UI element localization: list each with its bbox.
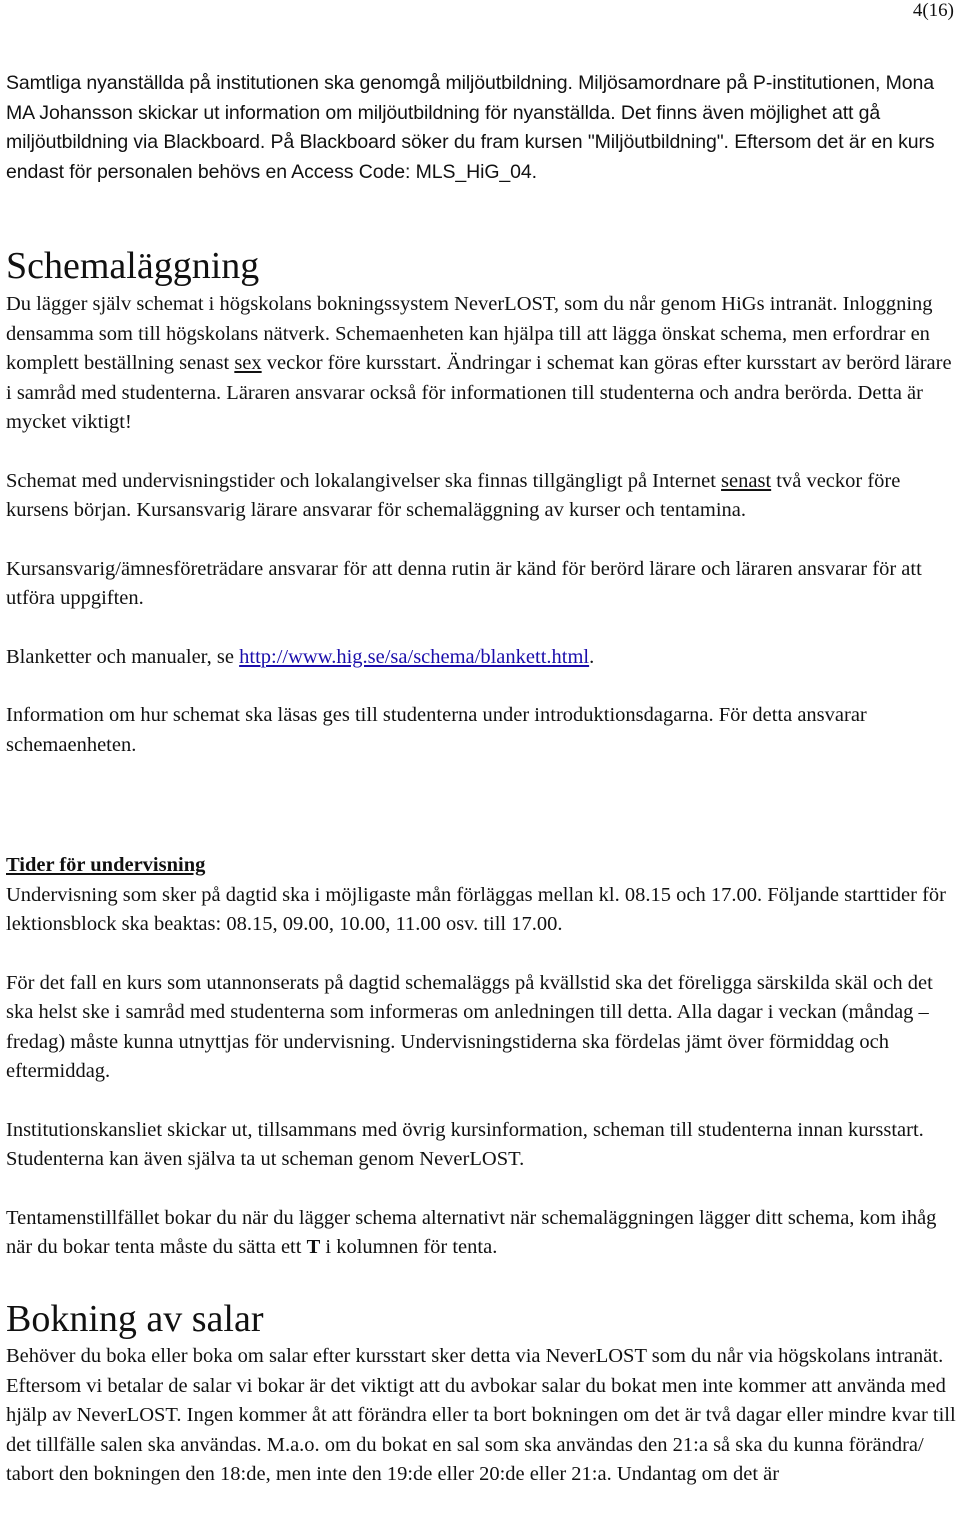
- tider-paragraph-3: Institutionskansliet skickar ut, tillsammans med övrig kursinformation, scheman till studenterna innan kursstart. Studenterna kan även själva ta ut scheman genom NeverLOST.: [6, 1118, 924, 1170]
- schema-p2-underlined: senast: [721, 469, 772, 492]
- schema-paragraph-2: [6, 467, 956, 526]
- tider-heading: Tider för undervisning: [6, 854, 206, 876]
- schema-p4-text-b: .: [589, 645, 595, 668]
- intro-paragraph: Samtliga nyanställda på institutionen ska genomgå miljöutbildning. Miljösamordnare på P-institutionen, Mona MA Johansson skickar ut information om miljöutbildning för nyanställda. Det finns även möjlighet att gå miljöutbildning via Blackboard. På Blackboard söker du fram kursen "Miljöutbildning". Eftersom det är en kurs endast för personalen behövs en Access Code: MLS_HiG_04.: [6, 72, 935, 183]
- schema-paragraph-5: Information om hur schemat ska läsas ges till studenterna under introduktionsdagarna. För detta ansvarar schemaenheten.: [6, 704, 867, 756]
- schema-paragraph-1: [6, 290, 956, 438]
- blankett-link[interactable]: http://www.hig.se/sa/schema/blankett.html: [239, 645, 590, 668]
- tider-p4-text-b: i kolumnen för tenta.: [320, 1236, 498, 1258]
- tider-paragraph-4: [6, 1204, 956, 1263]
- tider-paragraph-1: Undervisning som sker på dagtid ska i möjligaste mån förläggas mellan kl. 08.15 och 17.00. Följande starttider för lektionsblock ska beaktas: 08.15, 09.00, 10.00, 11.00 osv. till 17.00.: [6, 883, 946, 935]
- tider-paragraph-2: För det fall en kurs som utannonserats på dagtid schemaläggs på kvällstid ska det föreligga särskilda skäl och det ska helst ske i samråd med studenterna som informeras om anledningen till detta. Alla dagar i veckan (måndag – fredag) måste kunna utnyttjas för undervisning. Undervisningstiderna ska fördelas jämt över förmiddag och eftermiddag.: [6, 971, 933, 1082]
- salar-section: [6, 1297, 956, 1490]
- schema-p2-text-b: två veckor före kursens början. Kursansvarig lärare ansvarar för schemaläggning av kurser och tentamina.: [6, 469, 901, 521]
- schema-p4-text-a: Blanketter och manualer, se: [6, 645, 240, 668]
- salar-heading: Bokning av salar: [6, 1298, 264, 1340]
- schemalaggning-section: [6, 244, 956, 760]
- schemalaggning-heading: Schemaläggning: [6, 245, 260, 287]
- schema-paragraph-4: [6, 643, 956, 673]
- schema-paragraph-3: Kursansvarig/ämnesföreträdare ansvarar för att denna rutin är känd för berörd lärare och läraren ansvarar för att utföra uppgiften.: [6, 557, 922, 609]
- salar-paragraph-1: Behöver du boka eller boka om salar efter kursstart sker detta via NeverLOST som du når via högskolans intranät. Eftersom vi betalar de salar vi bokar är det viktigt att du avbokar salar du bokat men inte kommer att använda med hjälp av NeverLOST. Ingen kommer åt att förändra eller ta bort bokningen om det är två dagar eller mindre kvar till det tillfälle salen ska användas. M.a.o. om du bokat en sal som ska användas den 21:a så ska du kunna förändra/ tabort den bokningen den 18:de, men inte den 19:de eller 20:de eller 21:a. Undantag om det är: [6, 1345, 956, 1485]
- schema-p1-underlined: sex: [234, 352, 262, 374]
- schema-p1-text-a: Du lägger själv schemat i högskolans bokningssystem NeverLOST, som du når genom HiGs intranät. Inloggning densamma som till högskolans nätverk. Schemaenheten kan hjälpa till att lägga önskat schema, men erfordrar en komplett beställning senast: [6, 293, 933, 374]
- schema-p1-text-b: veckor före kursstart. Ändringar i schemat kan göras efter kursstart av berörd lärare i samråd med studenterna. Läraren ansvarar också för informationen till studenterna och andra berörda. Detta är mycket viktigt!: [6, 352, 952, 433]
- tider-p4-bold: T: [306, 1236, 321, 1258]
- page-number: 4(16): [912, 0, 954, 21]
- tider-p4-text-a: Tentamenstillfället bokar du när du lägger schema alternativt när schemaläggningen lägger ditt schema, kom ihåg när du bokar tenta måste du sätta ett: [6, 1206, 937, 1258]
- schema-p2-text-a: Schemat med undervisningstider och lokalangivelser ska finnas tillgängligt på Internet: [6, 469, 722, 492]
- tider-section: [6, 851, 956, 1263]
